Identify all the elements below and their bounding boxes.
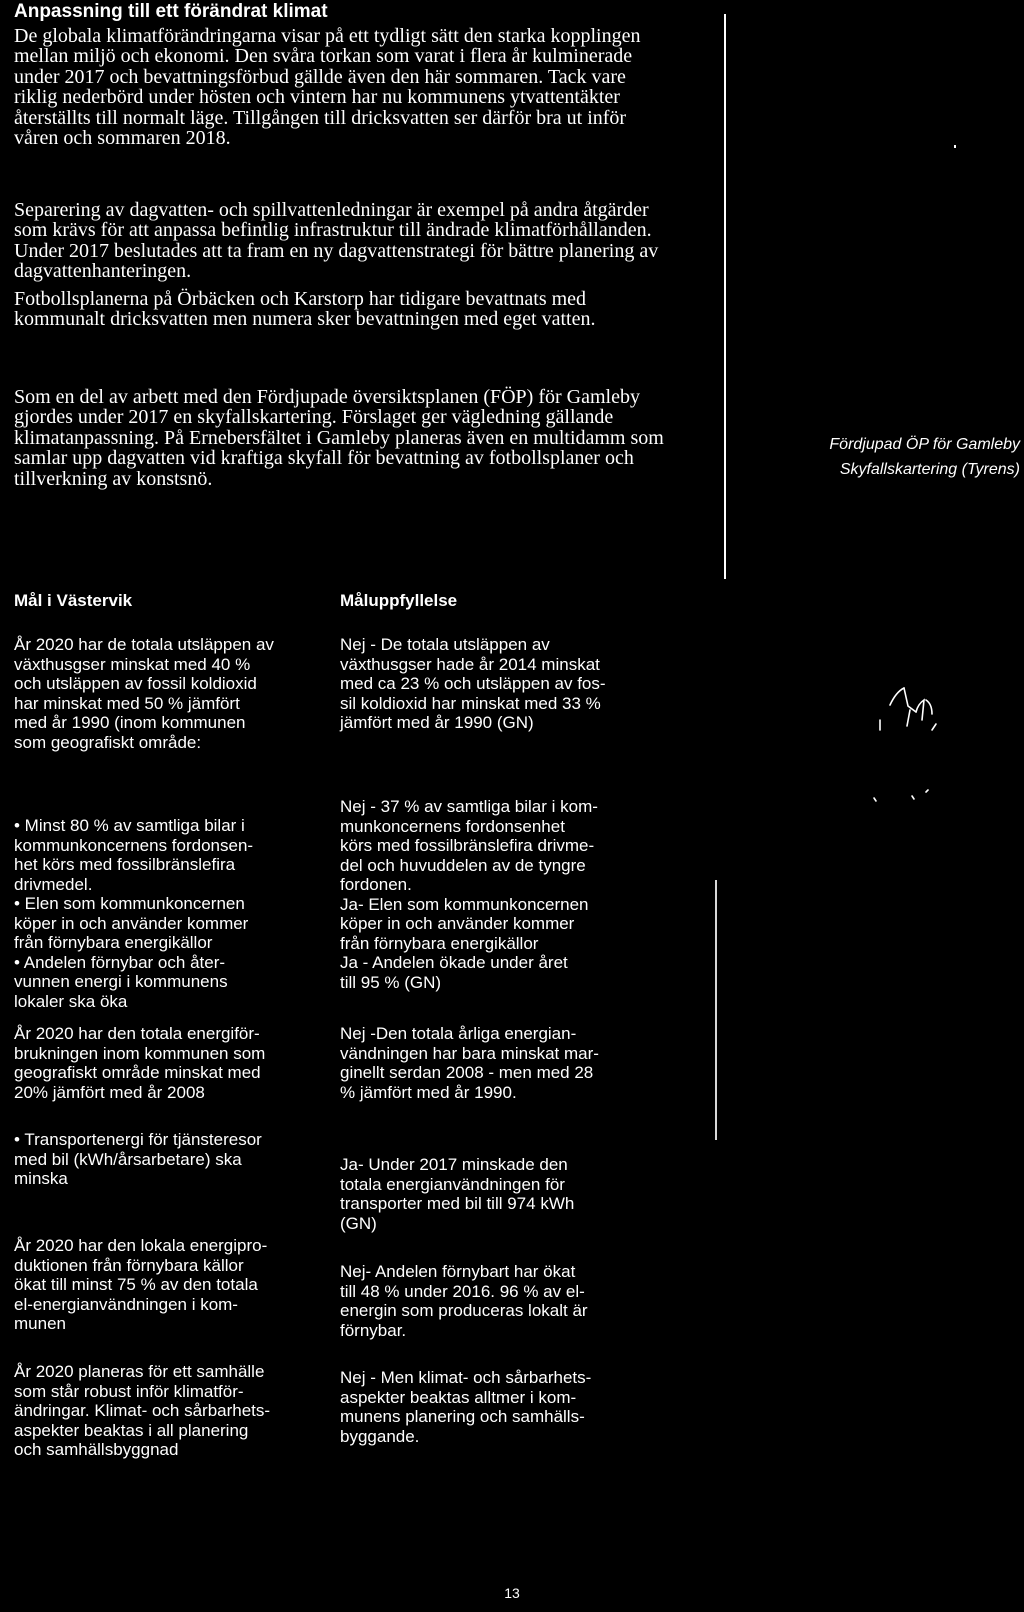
text-line: Ja - Andelen ökade under året bbox=[340, 953, 568, 972]
text-line: • Transportenergi för tjänsteresor bbox=[14, 1130, 262, 1149]
text-line: kommunkoncernens fordonsen- bbox=[14, 835, 254, 855]
vertical-divider bbox=[724, 14, 726, 579]
text-line: munkoncernens fordonsenhet bbox=[340, 816, 565, 836]
text-line: % jämfört med år 1990. bbox=[340, 1082, 517, 1102]
text-line: • Andelen förnybar och åter- bbox=[14, 952, 226, 972]
text-line: energin som produceras lokalt är bbox=[340, 1301, 588, 1320]
text-line: lokaler ska öka bbox=[14, 991, 128, 1011]
caption-line-1: Fördjupad ÖP för Gamleby bbox=[829, 436, 1020, 453]
text-line: ändringar. Klimat- och sårbarhets- bbox=[14, 1401, 271, 1420]
text-line: minska bbox=[14, 1169, 68, 1188]
text-line: växthusgser minskat med 40 % bbox=[14, 654, 251, 674]
goals-column-heading: Mål i Västervik bbox=[14, 591, 133, 610]
text-line: vunnen energi i kommunens bbox=[14, 972, 228, 991]
text-line: och utsläppen av fossil koldioxid bbox=[14, 674, 257, 693]
image-caption bbox=[740, 432, 1020, 482]
fulfillment-block bbox=[340, 1024, 599, 1102]
text-line: som står robust inför klimatför- bbox=[14, 1381, 244, 1401]
text-line: förnybar. bbox=[340, 1320, 407, 1340]
vertical-divider-lower bbox=[715, 880, 717, 1140]
goal-block bbox=[14, 635, 274, 752]
fulfillment-block bbox=[340, 1262, 588, 1340]
text-line: växthusgser hade år 2014 minskat bbox=[340, 654, 600, 674]
intro-paragraph-2: Separering av dagvatten- och spillvattenledningar är exempel på andra åtgärder som krävs för att anpassa befintlig infrastruktur till ändrade klimatförhållanden. Under 2017 beslutades att ta fram en ny dagvattenstrategi för bättre planering av dagvattenhanteringen. bbox=[14, 199, 659, 283]
text-line: körs med fossilbränslefira drivme- bbox=[340, 836, 595, 855]
text-line: med ca 23 % och utsläppen av fos- bbox=[340, 674, 606, 693]
text-line: munen bbox=[14, 1314, 66, 1333]
intro-paragraph-4: Som en del av arbett med den Fördjupade översiktsplanen (FÖP) för Gamleby gjordes under 2017 en skyfallskartering. Förslaget ger vägledning gällande klimatanpassning. På Ernebersfältet i Gamleby planeras även en multidamm som samlar upp dagvatten vid kraftiga skyfall för bevattning av fotbollsplaner och tillverkning av konstsnö. bbox=[14, 386, 664, 490]
text-line: het körs med fossilbränslefira bbox=[14, 855, 236, 874]
text-line: köper in och använder kommer bbox=[340, 914, 575, 933]
text-line: ginellt serdan 2008 - men med 28 bbox=[340, 1063, 594, 1082]
text-line: och samhällsbyggnad bbox=[14, 1440, 179, 1459]
text-line: med bil (kWh/årsarbetare) ska bbox=[14, 1149, 242, 1169]
text-line: brukningen inom kommunen som bbox=[14, 1043, 266, 1063]
text-line: jämfört med år 1990 (GN) bbox=[340, 713, 534, 732]
section-heading: Anpassning till ett förändrat klimat bbox=[14, 1, 328, 22]
caption-line-2: Skyfallskartering (Tyrens) bbox=[839, 461, 1020, 478]
fulfillment-block bbox=[340, 1368, 591, 1446]
text-line: byggande. bbox=[340, 1426, 420, 1446]
goal-block bbox=[14, 1236, 267, 1334]
fulfillment-block bbox=[340, 797, 598, 992]
text-line: (GN) bbox=[340, 1213, 377, 1233]
text-line: År 2020 har de totala utsläppen av bbox=[14, 635, 274, 654]
goal-block bbox=[14, 816, 253, 1011]
text-line: munens planering och samhälls- bbox=[340, 1407, 585, 1426]
text-line: År 2020 planeras för ett samhälle bbox=[14, 1362, 265, 1381]
text-line: 20% jämfört med år 2008 bbox=[14, 1082, 205, 1102]
text-line: från förnybara energikällor bbox=[14, 933, 213, 952]
text-line: • Elen som kommunkoncernen bbox=[14, 894, 245, 913]
speck-mark bbox=[954, 145, 956, 148]
fulfillment-block bbox=[340, 635, 606, 733]
text-line: del och huvuddelen av de tyngre bbox=[340, 855, 586, 875]
text-line: sil koldioxid har minskat med 33 % bbox=[340, 693, 601, 713]
text-line: Nej - 37 % av samtliga bilar i kom- bbox=[340, 797, 598, 816]
text-line: År 2020 har den lokala energipro- bbox=[14, 1236, 268, 1255]
intro-paragraph-3: Fotbollsplanerna på Örbäcken och Karstorp har tidigare bevattnats med kommunalt dricksvatten men numera sker bevattningen med eget vatten. bbox=[14, 288, 596, 331]
text-line: köper in och använder kommer bbox=[14, 913, 249, 933]
goal-block bbox=[14, 1130, 262, 1189]
text-line: Nej- Andelen förnybart har ökat bbox=[340, 1262, 576, 1281]
text-line: till 95 % (GN) bbox=[340, 972, 442, 992]
text-line: totala energianvändningen för bbox=[340, 1174, 565, 1194]
text-line: Nej - De totala utsläppen av bbox=[340, 635, 550, 654]
text-line: el-energianvändningen i kom- bbox=[14, 1294, 238, 1314]
page-number: 13 bbox=[504, 1585, 520, 1601]
text-line: som geografiskt område: bbox=[14, 732, 202, 752]
text-line: med år 1990 (inom kommunen bbox=[14, 713, 246, 732]
text-line: Ja- Elen som kommunkoncernen bbox=[340, 894, 589, 914]
text-line: från förnybara energikällor bbox=[340, 933, 539, 953]
text-line: har minskat med 50 % jämfört bbox=[14, 693, 240, 713]
goal-block bbox=[14, 1362, 270, 1460]
text-line: • Minst 80 % av samtliga bilar i bbox=[14, 816, 245, 835]
text-line: duktionen från förnybara källor bbox=[14, 1255, 244, 1275]
fulfillment-block bbox=[340, 1155, 574, 1233]
text-line: aspekter beaktas alltmer i kom- bbox=[340, 1387, 577, 1407]
text-line: drivmedel. bbox=[14, 874, 93, 894]
text-line: Nej -Den totala årliga energian- bbox=[340, 1024, 577, 1043]
text-line: fordonen. bbox=[340, 875, 412, 894]
goal-block bbox=[14, 1024, 265, 1102]
text-line: transporter med bil till 974 kWh bbox=[340, 1194, 575, 1213]
text-line: till 48 % under 2016. 96 % av el- bbox=[340, 1281, 585, 1301]
intro-paragraph-1: De globala klimatförändringarna visar på ett tydligt sätt den starka kopplingen mellan miljö och ekonomi. Den svåra torkan som varat i flera år kulminerade under 2017 och bevattningsförbud gällde även den här sommaren. Tack vare riklig nederbörd under hösten och vintern har nu kommunens ytvattentäkter återställts till normalt läge. Tillgången till dricksvatten ser därför bra ut inför våren och sommaren 2018. bbox=[14, 25, 641, 150]
text-line: År 2020 har den totala energiför- bbox=[14, 1024, 260, 1043]
text-line: aspekter beaktas i all planering bbox=[14, 1420, 249, 1440]
text-line: vändningen har bara minskat mar- bbox=[340, 1043, 599, 1063]
text-line: geografiskt område minskat med bbox=[14, 1063, 261, 1082]
text-line: Nej - Men klimat- och sårbarhets- bbox=[340, 1368, 592, 1387]
fulfillment-column-heading: Måluppfyllelse bbox=[340, 591, 458, 610]
plant-sketch-graphic bbox=[860, 680, 970, 830]
text-line: Ja- Under 2017 minskade den bbox=[340, 1155, 568, 1174]
text-line: ökat till minst 75 % av den totala bbox=[14, 1275, 258, 1294]
